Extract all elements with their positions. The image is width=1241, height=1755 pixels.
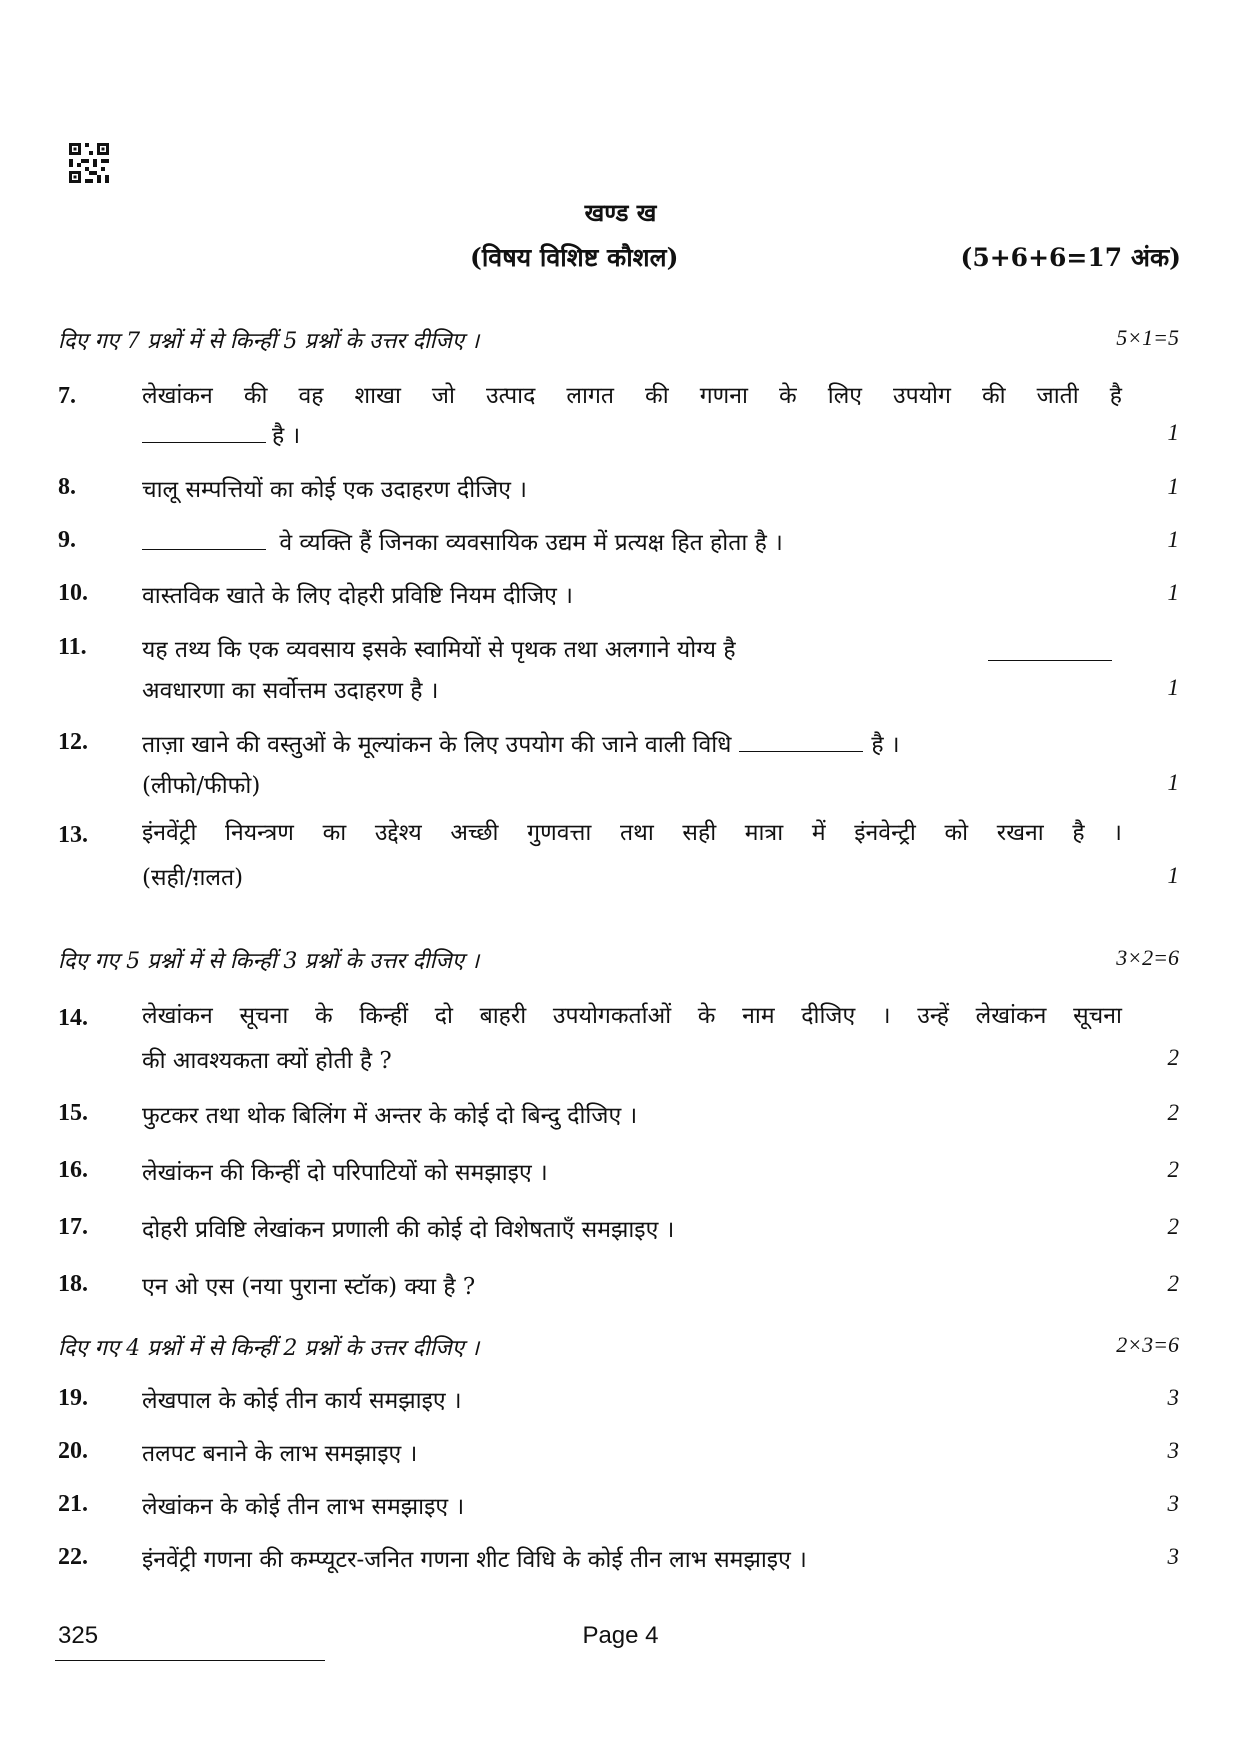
question-marks: 1 [1167,474,1179,499]
question-number: 11. [58,634,87,660]
question-text: वास्तविक खाते के लिए दोहरी प्रविष्टि नियम दीजिए । [142,583,573,609]
question-marks: 1 [1167,675,1179,700]
question-text: इंनवेंट्री गणना की कम्प्यूटर-जनित गणना शीट विधि के कोई तीन लाभ समझाइए । [142,1547,807,1573]
question-text: लेखांकन की वह शाखा जो उत्पाद लागत की गणना के लिए उपयोग की जाती है [142,383,1122,409]
question-text: वे व्यक्ति हैं जिनका व्यवसायिक उद्यम में प्रत्यक्ष हित होता है । [142,525,783,557]
question-marks: 1 [1167,580,1179,605]
answer-blank [739,733,863,752]
question-number: 15. [58,1100,88,1126]
question-marks: 1 [1167,770,1179,795]
question-number: 16. [58,1157,88,1183]
question-marks: 2 [1167,1157,1179,1182]
answer-blank [988,642,1112,661]
question-marks: 3 [1167,1544,1179,1569]
question-text: इंनवेंट्री नियन्त्रण का उद्देश्य अच्छी गुणवत्ता तथा सही मात्रा में इंनवेन्ट्री को रखना है । [142,820,1122,846]
question-number: 21. [58,1491,88,1517]
section-subtitle: (विषय विशिष्ट कौशल) [470,243,679,272]
question-text-line2: की आवश्यकता क्यों होती है ? [142,1048,392,1074]
question-marks: 2 [1167,1045,1179,1070]
question-text: चालू सम्पत्तियों का कोई एक उदाहरण दीजिए । [142,477,527,503]
question-number: 20. [58,1438,88,1464]
question-text: लेखांकन सूचना के किन्हीं दो बाहरी उपयोगकर्ताओं के नाम दीजिए । उन्हें लेखांकन सूचना [142,1003,1122,1029]
question-text: एन ओ एस (नया पुराना स्टॉक) क्या है ? [142,1274,476,1300]
question-number: 19. [58,1385,88,1411]
question-text-line2: (लीफो/फीफो) [142,773,261,799]
question-marks: 3 [1167,1385,1179,1410]
question-text: लेखपाल के कोई तीन कार्य समझाइए । [142,1388,462,1414]
footer-rule [55,1660,325,1661]
question-number: 7. [58,383,76,409]
question-marks: 1 [1167,420,1179,445]
question-marks: 2 [1167,1214,1179,1239]
question-number: 8. [58,474,76,500]
qr-code-icon [69,143,109,183]
page-number: Page 4 [582,1622,659,1649]
question-text: दोहरी प्रविष्टि लेखांकन प्रणाली की कोई दो विशेषताएँ समझाइए । [142,1217,675,1243]
question-text: फुटकर तथा थोक बिलिंग में अन्तर के कोई दो बिन्दु दीजिए । [142,1103,638,1129]
paper-code: 325 [58,1622,99,1649]
question-text-line2: अवधारणा का सर्वोत्तम उदाहरण है । [142,678,439,704]
question-number: 9. [58,527,76,553]
question-marks: 1 [1167,527,1179,552]
question-text: लेखांकन की किन्हीं दो परिपाटियों को समझाइए । [142,1160,548,1186]
question-text: ताज़ा खाने की वस्तुओं के मूल्यांकन के लिए उपयोग की जाने वाली विधि है । [142,732,900,758]
group-marks: 3×2=6 [1116,945,1179,970]
section-total-marks: (5+6+6=17 अंक) [960,243,1181,272]
question-number: 10. [58,580,88,606]
question-text: तलपट बनाने के लाभ समझाइए । [142,1441,418,1467]
question-number: 22. [58,1544,88,1570]
question-marks: 2 [1167,1271,1179,1296]
question-number: 17. [58,1214,88,1240]
answer-blank [142,424,266,443]
group-instruction: दिए गए 7 प्रश्नों में से किन्हीं 5 प्रश्नों के उत्तर दीजिए । [58,329,480,354]
question-number: 18. [58,1271,88,1297]
group-instruction: दिए गए 5 प्रश्नों में से किन्हीं 3 प्रश्नों के उत्तर दीजिए । [58,949,480,974]
group-marks: 2×3=6 [1116,1332,1179,1357]
section-title: खण्ड ख [584,198,657,227]
question-number: 13. [58,822,88,848]
group-instruction: दिए गए 4 प्रश्नों में से किन्हीं 2 प्रश्नों के उत्तर दीजिए । [58,1336,480,1361]
question-marks: 2 [1167,1100,1179,1125]
question-text-line2: (सही/ग़लत) [142,865,244,891]
question-marks: 3 [1167,1491,1179,1516]
question-marks: 1 [1167,863,1179,888]
group-marks: 5×1=5 [1116,325,1179,350]
question-number: 14. [58,1005,88,1031]
question-marks: 3 [1167,1438,1179,1463]
question-text: यह तथ्य कि एक व्यवसाय इसके स्वामियों से पृथक तथा अलगाने योग्य है [142,637,736,663]
question-number: 12. [58,729,88,755]
question-text-line2: है । [142,418,300,450]
answer-blank [142,531,266,550]
question-text: लेखांकन के कोई तीन लाभ समझाइए । [142,1494,465,1520]
